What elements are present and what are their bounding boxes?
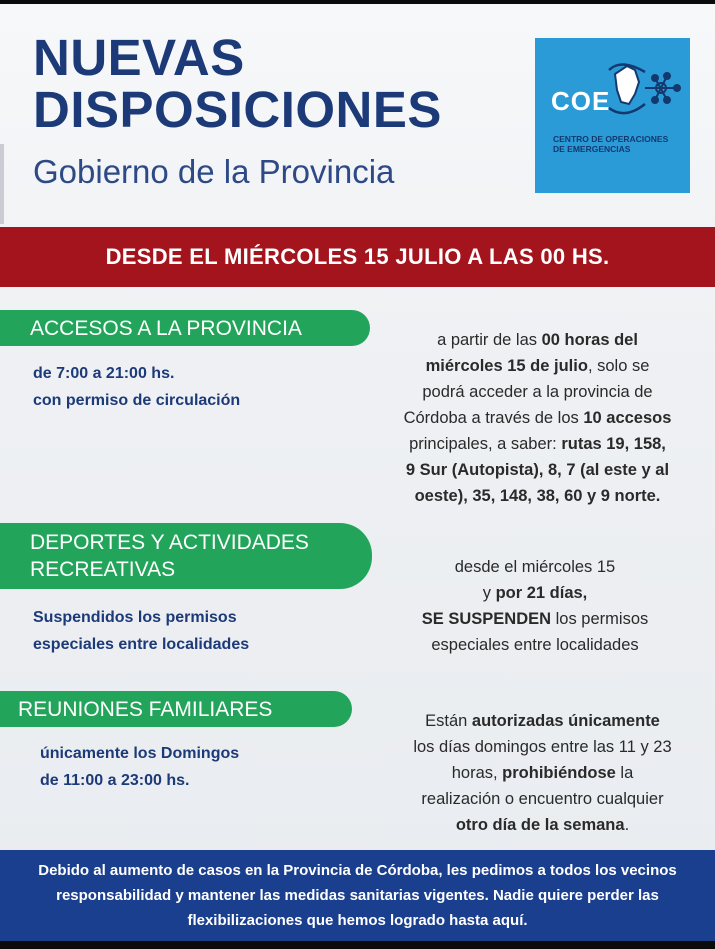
detail-line — [375, 606, 695, 632]
section-accesos-summary — [33, 360, 240, 414]
detail-bold-text: miércoles 15 de julio — [425, 357, 588, 375]
logo-acronym: COE — [551, 86, 611, 116]
detail-text: Córdoba a través de los — [403, 409, 584, 427]
detail-line — [375, 632, 695, 658]
detail-line — [375, 580, 695, 606]
summary-line: Suspendidos los permisos — [33, 609, 237, 626]
detail-text: especiales entre localidades — [431, 636, 639, 654]
detail-bold-text: rutas 19, 158, — [561, 435, 666, 453]
section-accesos-pill — [0, 310, 370, 346]
title-line-2: DISPOSICIONES — [33, 81, 442, 138]
summary-line: especiales entre localidades — [33, 636, 250, 653]
detail-line — [375, 786, 710, 812]
detail-text: a partir de las — [437, 331, 542, 349]
detail-bold-text: prohibiéndose — [502, 764, 616, 782]
section-reuniones-summary — [40, 740, 239, 794]
summary-line: con permiso de circulación — [33, 392, 241, 409]
detail-line — [375, 760, 710, 786]
edge-divider — [0, 144, 4, 224]
detail-line — [375, 379, 700, 405]
summary-line: de 11:00 a 23:00 hs. — [40, 772, 190, 789]
detail-line — [375, 353, 700, 379]
detail-line — [375, 812, 710, 838]
footer-banner — [0, 850, 715, 941]
detail-bold-text: 10 accesos — [583, 409, 672, 427]
detail-text: principales, a saber: — [409, 435, 562, 453]
section-deportes-summary — [33, 604, 249, 658]
logo-name: CENTRO DE OPERACIONES DE EMERGENCIAS — [553, 134, 669, 154]
section-accesos-detail — [375, 327, 700, 509]
detail-text: la — [615, 764, 634, 782]
page-subtitle: Gobierno de la Provincia — [33, 153, 395, 190]
coe-logo — [535, 38, 690, 193]
detail-text: y — [482, 584, 496, 602]
detail-line — [375, 405, 700, 431]
page-title — [33, 29, 442, 138]
section-deportes-title-line: DEPORTES Y ACTIVIDADES — [30, 531, 309, 554]
detail-bold-text: 9 Sur (Autopista), 8, 7 (al este y al — [405, 461, 670, 479]
detail-bold-text: por 21 días, — [495, 584, 588, 602]
detail-text: los días domingos entre las 11 y 23 — [413, 738, 672, 756]
province-map-virus-icon — [605, 60, 685, 130]
detail-text: desde el miércoles 15 — [454, 558, 616, 576]
section-deportes-pill — [0, 523, 372, 589]
summary-line: únicamente los Domingos — [40, 745, 240, 762]
date-banner — [0, 227, 715, 287]
detail-line — [375, 554, 695, 580]
detail-line — [375, 734, 710, 760]
section-accesos-title: ACCESOS A LA PROVINCIA — [30, 317, 302, 340]
section-reuniones-pill — [0, 691, 352, 727]
detail-line — [375, 483, 700, 509]
detail-line — [375, 457, 700, 483]
title-line-1: NUEVAS — [33, 29, 245, 86]
detail-text: . — [624, 816, 630, 834]
detail-text: realización o encuentro cualquier — [421, 790, 664, 808]
section-reuniones-detail — [375, 708, 710, 838]
section-deportes-detail — [375, 554, 695, 658]
detail-line — [375, 431, 700, 457]
announcement-card — [0, 4, 715, 941]
detail-bold-text: 00 horas del — [541, 331, 638, 349]
detail-text: Están — [425, 712, 472, 730]
detail-line — [375, 708, 710, 734]
banner-text: DESDE EL MIÉRCOLES 15 JULIO A LAS 00 HS. — [105, 244, 610, 269]
detail-bold-text: oeste), 35, 148, 38, 60 y 9 norte. — [414, 487, 661, 505]
footer-message: Debido al aumento de casos en la Provincia de Córdoba, les pedimos a todos los vecinos responsabilidad y mantener las medidas sanitarias vigentes. Nadie quiere perder las flexibilizaciones que hemos logrado hasta aquí. — [38, 862, 677, 929]
detail-text: podrá acceder a la provincia de — [422, 383, 653, 401]
detail-text: los permisos — [551, 610, 649, 628]
detail-bold-text: autorizadas únicamente — [471, 712, 660, 730]
detail-text: , solo se — [587, 357, 650, 375]
detail-bold-text: otro día de la semana — [455, 816, 625, 834]
summary-line: de 7:00 a 21:00 hs. — [33, 365, 175, 382]
detail-line — [375, 327, 700, 353]
detail-text: horas, — [451, 764, 503, 782]
detail-bold-text: SE SUSPENDEN — [421, 610, 552, 628]
section-reuniones-title: REUNIONES FAMILIARES — [18, 698, 273, 721]
section-deportes-title-line: RECREATIVAS — [30, 558, 176, 581]
